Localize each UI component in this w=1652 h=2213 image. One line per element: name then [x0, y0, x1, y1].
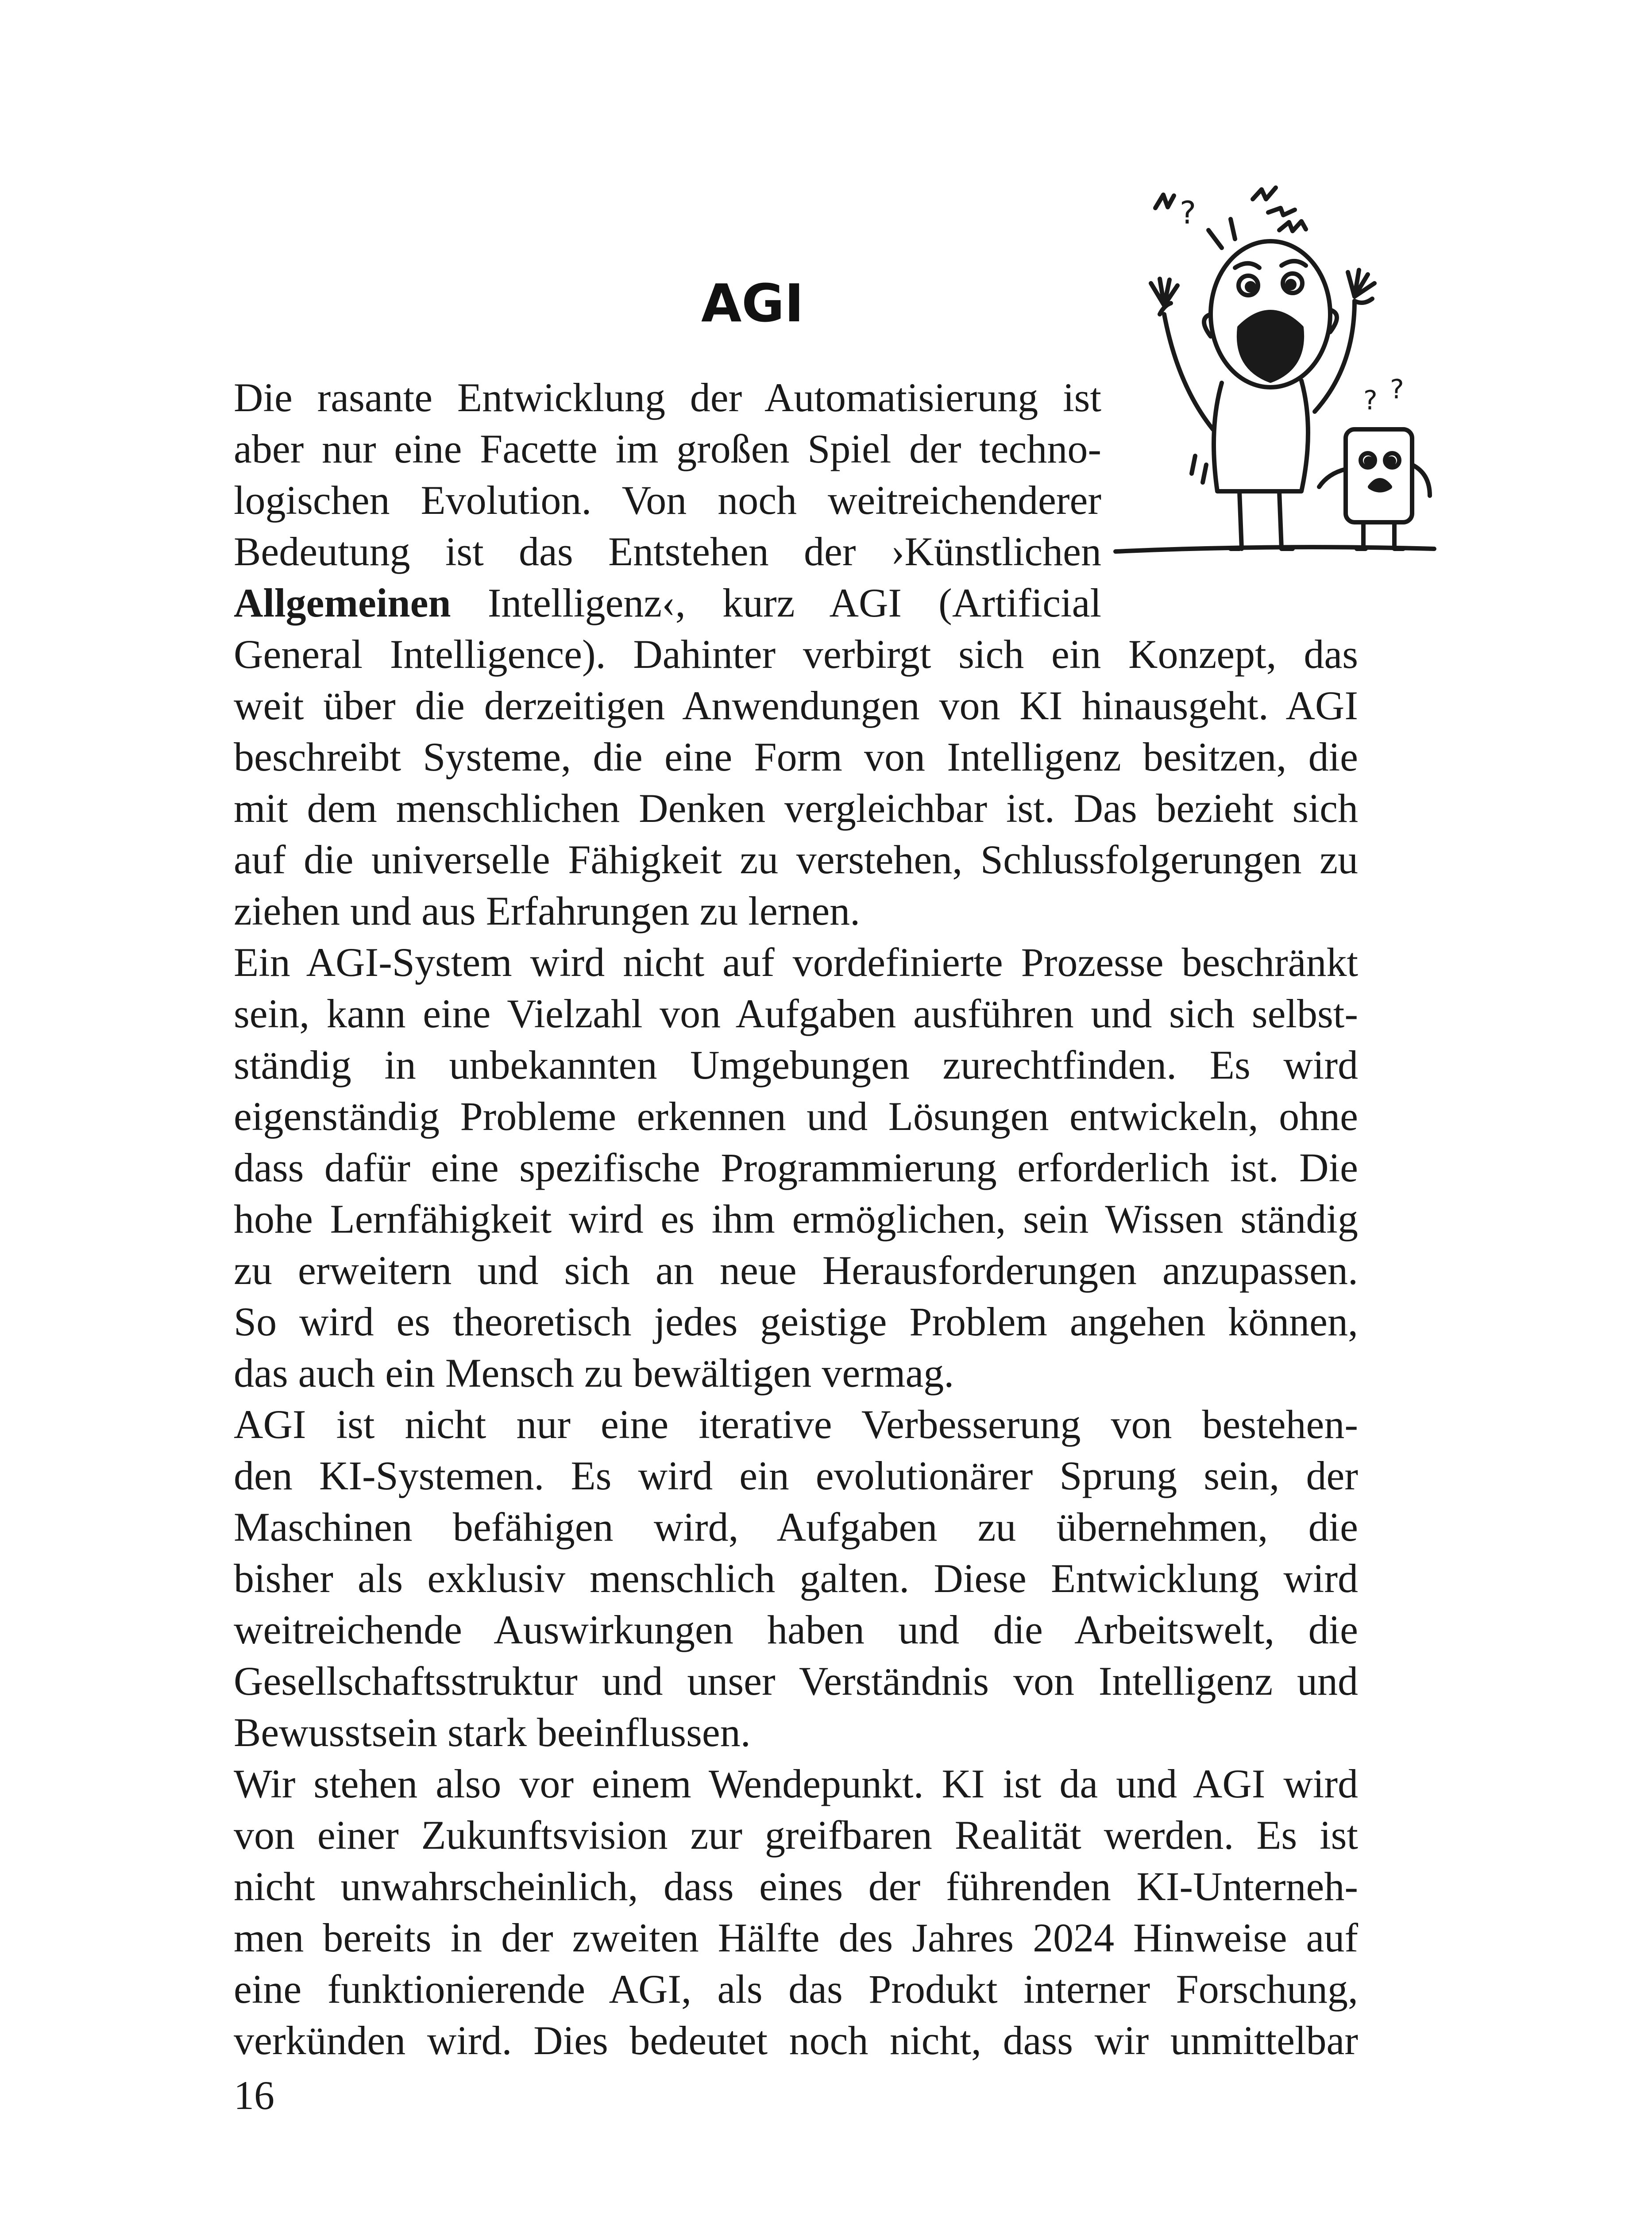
text-line — [234, 526, 1101, 577]
bold-term: Allgemeinen — [234, 580, 451, 625]
text-line-content: den KI-Systemen. Es wird ein evolutionärer Sprung sein, der — [234, 1453, 1358, 1498]
text-line-content: General Intelligence). Dahinter verbirgt sich ein Konzept, das — [234, 632, 1358, 677]
text-line — [234, 474, 1101, 526]
text-line-content: Bewusstsein stark beeinflussen. — [234, 1710, 751, 1755]
text-line-content: bisher als exklusiv menschlich galten. Diese Entwicklung wird — [234, 1556, 1358, 1601]
text-line — [234, 1347, 1358, 1399]
text-line-content: eigenständig Probleme erkennen und Lösungen entwickeln, ohne — [234, 1094, 1358, 1139]
text-line — [234, 1707, 1358, 1758]
text-line-content: nicht unwahrscheinlich, dass eines der führenden KI-Unterneh- — [234, 1864, 1358, 1909]
text-line — [234, 2015, 1358, 2066]
text-line-content: beschreibt Systeme, die eine Form von Intelligenz besitzen, die — [234, 734, 1358, 779]
text-line-content: Gesellschaftsstruktur und unser Verständnis von Intelligenz und — [234, 1658, 1358, 1704]
body-text — [234, 372, 1358, 2066]
text-line-content: mit dem menschlichen Denken vergleichbar ist. Das bezieht sich — [234, 786, 1358, 831]
text-line-content: ständig in unbekannten Umgebungen zurechtfinden. Es wird — [234, 1042, 1358, 1087]
text-line — [234, 1553, 1358, 1604]
text-line — [234, 628, 1358, 680]
text-line — [234, 1245, 1358, 1296]
question-mark: ? — [1363, 385, 1378, 416]
text-line — [234, 1501, 1358, 1553]
text-line — [234, 1039, 1358, 1091]
text-line-content: ziehen und aus Erfahrungen zu lernen. — [234, 888, 861, 933]
text-line-content: das auch ein Mensch zu bewältigen vermag. — [234, 1350, 954, 1396]
text-line-content: weitreichende Auswirkungen haben und die Arbeitswelt, die — [234, 1607, 1358, 1652]
text-line-content: Ein AGI-System wird nicht auf vordefinierte Prozesse beschränkt — [234, 940, 1358, 985]
text-line — [234, 1758, 1358, 1809]
text-line — [234, 1809, 1358, 1861]
text-line — [234, 783, 1358, 834]
text-line-content: hohe Lernfähigkeit wird es ihm ermöglichen, sein Wissen ständig — [234, 1196, 1358, 1241]
text-line-content: AGI ist nicht nur eine iterative Verbesserung von bestehen- — [234, 1402, 1358, 1447]
text-line — [234, 885, 1358, 937]
text-line-content: Wir stehen also vor einem Wendepunkt. KI ist da und AGI wird — [234, 1761, 1358, 1806]
text-line-content: auf die universelle Fähigkeit zu verstehen, Schlussfolgerungen zu — [234, 837, 1358, 882]
text-line-content: verkünden wird. Dies bedeutet noch nicht, dass wir unmittelbar — [234, 2018, 1358, 2063]
text-line — [234, 1861, 1358, 1912]
text-line — [234, 423, 1101, 474]
text-line — [234, 1655, 1358, 1707]
text-line — [234, 1604, 1358, 1655]
text-line — [234, 372, 1101, 423]
text-line — [234, 834, 1358, 885]
text-line-content: Intelligenz‹, kurz AGI (Artificial — [451, 580, 1101, 625]
text-line-content: von einer Zukunftsvision zur greifbaren Realität werden. Es ist — [234, 1812, 1358, 1858]
text-line — [234, 937, 1358, 988]
text-line — [234, 731, 1358, 783]
question-mark: ? — [1180, 195, 1197, 231]
text-line-content: sein, kann eine Vielzahl von Aufgaben ausführen und sich selbst- — [234, 991, 1358, 1036]
text-line — [234, 1193, 1358, 1245]
text-line-content: dass dafür eine spezifische Programmierung erforderlich ist. Die — [234, 1145, 1358, 1190]
text-line-content: logischen Evolution. Von noch weitreichenderer — [234, 478, 1101, 523]
text-line — [234, 577, 1101, 628]
text-line-content: weit über die derzeitigen Anwendungen von KI hinausgeht. AGI — [234, 683, 1358, 728]
text-line — [234, 1399, 1358, 1450]
text-line — [234, 988, 1358, 1039]
text-line — [234, 1142, 1358, 1193]
text-line-content: Bedeutung ist das Entstehen der ›Künstlichen — [234, 529, 1101, 574]
text-line-content: Maschinen befähigen wird, Aufgaben zu übernehmen, die — [234, 1504, 1358, 1550]
text-line — [234, 1963, 1358, 2015]
text-line-content: men bereits in der zweiten Hälfte des Jahres 2024 Hinweise auf — [234, 1915, 1358, 1960]
question-mark: ? — [1390, 374, 1404, 405]
chapter-heading: AGI — [701, 273, 804, 334]
text-line — [234, 680, 1358, 731]
text-line — [234, 1296, 1358, 1347]
page-number: 16 — [234, 2073, 274, 2118]
text-line-content: aber nur eine Facette im großen Spiel der techno- — [234, 426, 1101, 471]
text-line — [234, 1912, 1358, 1963]
text-line-content: Die rasante Entwicklung der Automatisierung ist — [234, 375, 1101, 420]
text-line-content: eine funktionierende AGI, als das Produkt interner Forschung, — [234, 1966, 1358, 2012]
text-line — [234, 1091, 1358, 1142]
text-line-content: So wird es theoretisch jedes geistige Problem angehen können, — [234, 1299, 1358, 1344]
text-line — [234, 1450, 1358, 1501]
text-line-content: zu erweitern und sich an neue Herausforderungen anzupassen. — [234, 1248, 1358, 1293]
